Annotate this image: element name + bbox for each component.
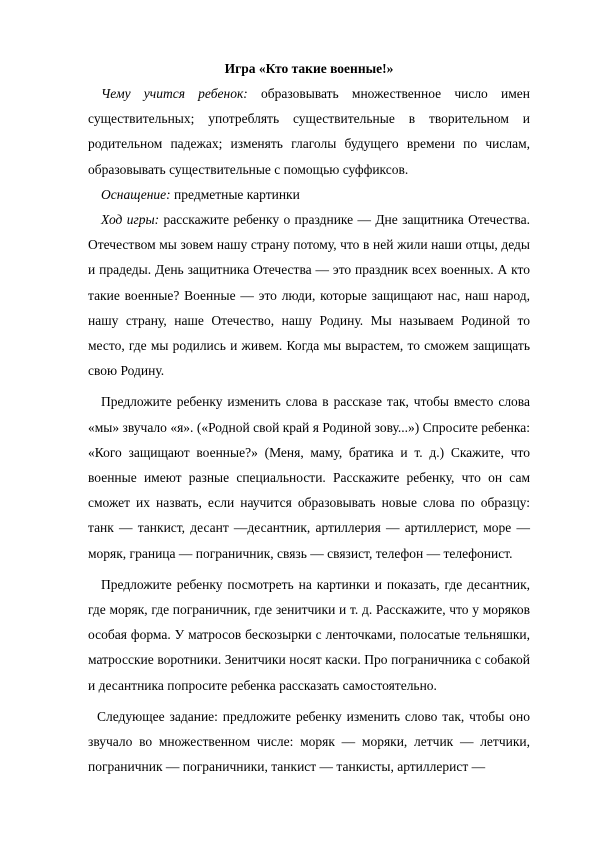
paragraph-plural-task: Следующее задание: предложите ребенку изменить слово так, чтобы оно звучало во множественном числе: моряк — моряки, летчик — летчики, пограничник — пограничники, танкист — танкисты, артиллерист —	[88, 708, 530, 775]
paragraph-pictures: Предложите ребенку посмотреть на картинки и показать, где десантник, где моряк, где пограничник, где зенитчики и т. д. Расскажите, что у моряков особая форма. У матросов бескозырки с ленточками, полосатые тельняшки, матросские воротники. Зенитчики носят каски. Про пограничника с собакой и десантника попросите ребенка рассказать самостоятельно.	[88, 576, 530, 693]
learning-goals-text: образовывать множественное число имен существительных; употреблять существительные в творительном и родительном падежах; изменять глаголы будущего времени по числам, образовывать существительные с помощью суффиксов.	[88, 86, 531, 177]
equipment-label: Оснащение:	[101, 186, 171, 202]
paragraph-word-formation: Предложите ребенку изменить слова в рассказе так, чтобы вместо слова «мы» звучало «я». («Родной свой край я Родиной зову...») Спросите ребенка: «Кого защищают военные?» (Меня, маму, братика и т. д.) Скажите, что военные имеют разные специальности. Расскажите ребенку, что он сам сможет их назвать, если научится образовывать новые слова по образцу: танк — танкист, десант —десантник, артиллерия — артиллерист, море — моряк, граница — пограничник, связь — связист, телефон — телефонист.	[88, 394, 530, 561]
document-page	[88, 56, 530, 779]
document-title: Игра «Кто такие военные!»	[224, 61, 394, 76]
equipment-text: предметные картинки	[170, 186, 300, 202]
game-course-text: расскажите ребенку о празднике — Дне защитника Отечества. Отечеством мы зовем нашу страну потому, что в ней жили наши отцы, деды и прадеды. День защитника Отечества — это праздник всех военных. А кто такие военные? Военные — это люди, которые защищают нас, наш народ, нашу страну, наше Отечество, нашу Родину. Мы называем Родиной то место, где мы родились и живем. Когда мы вырастем, то сможем защищать свою Родину.	[88, 212, 530, 379]
paragraph-game-course	[88, 207, 530, 383]
paragraph-equipment	[88, 182, 530, 207]
learning-goals-label: Чему учится ребенок:	[101, 86, 248, 101]
game-course-label: Ход игры:	[101, 212, 160, 228]
paragraph-learning-goals	[88, 81, 530, 182]
